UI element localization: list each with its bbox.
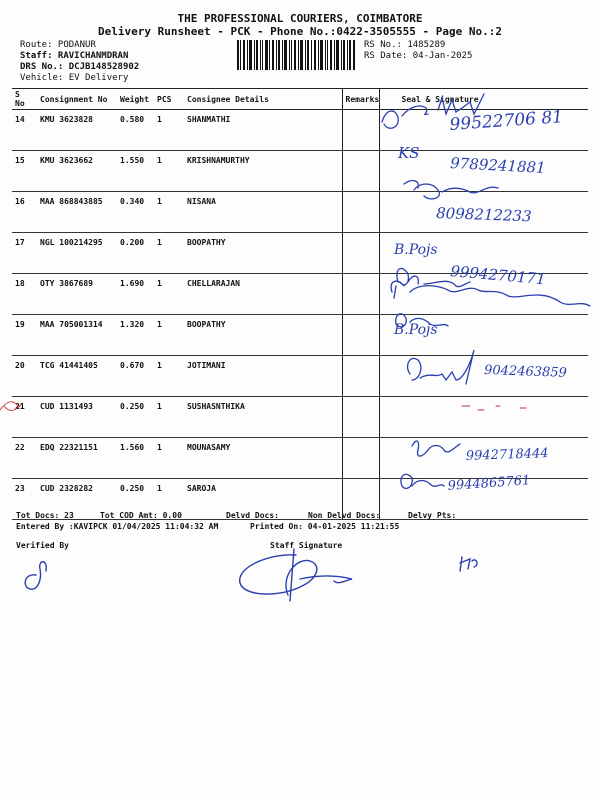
company-title: THE PROFESSIONAL COURIERS, COIMBATORE [177,12,423,25]
cell-sno: 21 [12,397,37,438]
col-consignee: Consignee Details [184,89,342,110]
verified-by-label: Verified By [16,541,69,550]
col-consignment: Consignment No [37,89,117,110]
cell-consignment: TCG 41441405 [37,356,117,397]
cell-weight: 0.250 [117,479,154,520]
cell-signature [379,151,588,192]
col-sno: S No [12,89,37,110]
cell-weight: 0.670 [117,356,154,397]
cell-sno: 17 [12,233,37,274]
col-pcs: PCS [154,89,184,110]
cell-consignment: MAA 868843885 [37,192,117,233]
table-row [12,274,588,315]
barcode [237,40,355,70]
runsheet-subtitle: Delivery Runsheet - PCK - Phone No.:0422-3505555 - Page No.:2 [98,25,502,38]
handwritten-phone: 9944865761 [447,473,531,494]
cell-signature [379,274,588,315]
cell-consignee: SUSHASNTHIKA [184,397,342,438]
cell-consignee: BOOPATHY [184,233,342,274]
cell-consignee: KRISHNAMURTHY [184,151,342,192]
cell-signature [379,438,588,479]
cell-weight: 1.690 [117,274,154,315]
staff-label: Staff: RAVICHANMDRAN [20,51,129,61]
cell-consignment: NGL 100214295 [37,233,117,274]
footer-signatures [0,535,600,605]
cell-weight: 0.580 [117,110,154,151]
cell-consignee: JOTIMANI [184,356,342,397]
handwritten-initials: KS [398,144,420,162]
cell-consignee: BOOPATHY [184,315,342,356]
table-row [12,397,588,438]
table-row [12,151,588,192]
cell-consignment: MAA 705001314 [37,315,117,356]
drs-number: DRS No.: DCJB148528902 [20,62,140,72]
table-row [12,479,588,520]
cell-sno: 14 [12,110,37,151]
cell-sno: 16 [12,192,37,233]
handwritten-name: B.Pojs [394,322,438,338]
cell-sno: 18 [12,274,37,315]
rs-date: RS Date: 04-Jan-2025 [364,51,473,61]
cell-remarks [342,274,379,315]
cell-sno: 20 [12,356,37,397]
printed-on: Printed On: 04-01-2025 11:21:55 [250,522,400,531]
table-row [12,356,588,397]
total-docs: Tot Docs: 23 [16,511,74,520]
cell-consignment: KMU 3623662 [37,151,117,192]
handwritten-phone: 8098212233 [435,204,532,226]
non-delivered-docs: Non Delvd Docs: [308,511,381,520]
col-remarks: Remarks [342,89,379,110]
col-seal-signature: Seal & Signature [379,89,588,110]
cell-remarks [342,233,379,274]
table-row [12,233,588,274]
delivered-docs: Delvd Docs: [226,511,279,520]
cell-consignment: CUD 2328282 [37,479,117,520]
cell-consignment: OTY 3867689 [37,274,117,315]
cell-sno: 19 [12,315,37,356]
cell-signature [379,356,588,397]
cell-pcs: 1 [154,397,184,438]
cell-remarks [342,110,379,151]
cell-consignee: CHELLARAJAN [184,274,342,315]
total-cod-amount: Tot COD Amt: 0.00 [100,511,182,520]
vehicle-label: Vehicle: EV Delivery [20,73,129,83]
table-row [12,110,588,151]
table-row [12,315,588,356]
cell-consignment: KMU 3623828 [37,110,117,151]
staff-signature [240,549,352,601]
entered-by: Entered By :KAVIPCK 01/04/2025 11:04:32 AM [16,522,219,531]
staff-signature-label: Staff Signature [270,541,343,550]
rs-number: RS No.: 1485289 [364,40,446,50]
table-row [12,438,588,479]
cell-consignee: SAROJA [184,479,342,520]
cell-consignment: EDQ 22321151 [37,438,117,479]
cell-weight: 0.200 [117,233,154,274]
cell-pcs: 1 [154,315,184,356]
cell-remarks [342,397,379,438]
cell-consignee: MOUNASAMY [184,438,342,479]
handwritten-phone: 99522706 81 [448,107,564,135]
cell-sno: 22 [12,438,37,479]
cell-remarks [342,356,379,397]
cell-pcs: 1 [154,438,184,479]
cell-remarks [342,315,379,356]
runsheet-table [12,88,588,520]
table-header-row [12,89,588,110]
cell-signature [379,315,588,356]
handwritten-name: B.Pojs [394,242,438,258]
cell-pcs: 1 [154,233,184,274]
staff-initials [460,557,477,571]
cell-weight: 0.340 [117,192,154,233]
cell-signature [379,110,588,151]
cell-signature [379,397,588,438]
handwritten-phone: 9942718444 [465,446,549,464]
cell-weight: 1.550 [117,151,154,192]
cell-pcs: 1 [154,110,184,151]
cell-weight: 0.250 [117,397,154,438]
cell-pcs: 1 [154,274,184,315]
cell-pcs: 1 [154,151,184,192]
cell-remarks [342,192,379,233]
cell-sno: 23 [12,479,37,520]
route-label: Route: PODANUR [20,40,96,50]
cell-weight: 1.320 [117,315,154,356]
verified-signature [25,562,46,589]
cell-consignee: SHANMATHI [184,110,342,151]
cell-signature [379,192,588,233]
cell-pcs: 1 [154,192,184,233]
cell-pcs: 1 [154,479,184,520]
cell-remarks [342,151,379,192]
cell-signature [379,233,588,274]
handwritten-phone: 9994270171 [449,262,547,289]
handwritten-phone: 9789241881 [449,154,547,177]
delivery-points: Delvy Pts: [408,511,457,520]
cell-consignment: CUD 1131493 [37,397,117,438]
col-weight: Weight [117,89,154,110]
cell-sno: 15 [12,151,37,192]
handwritten-phone: 9042463859 [483,363,568,381]
cell-remarks [342,438,379,479]
cell-consignee: NISANA [184,192,342,233]
cell-pcs: 1 [154,356,184,397]
cell-weight: 1.560 [117,438,154,479]
table-row [12,192,588,233]
